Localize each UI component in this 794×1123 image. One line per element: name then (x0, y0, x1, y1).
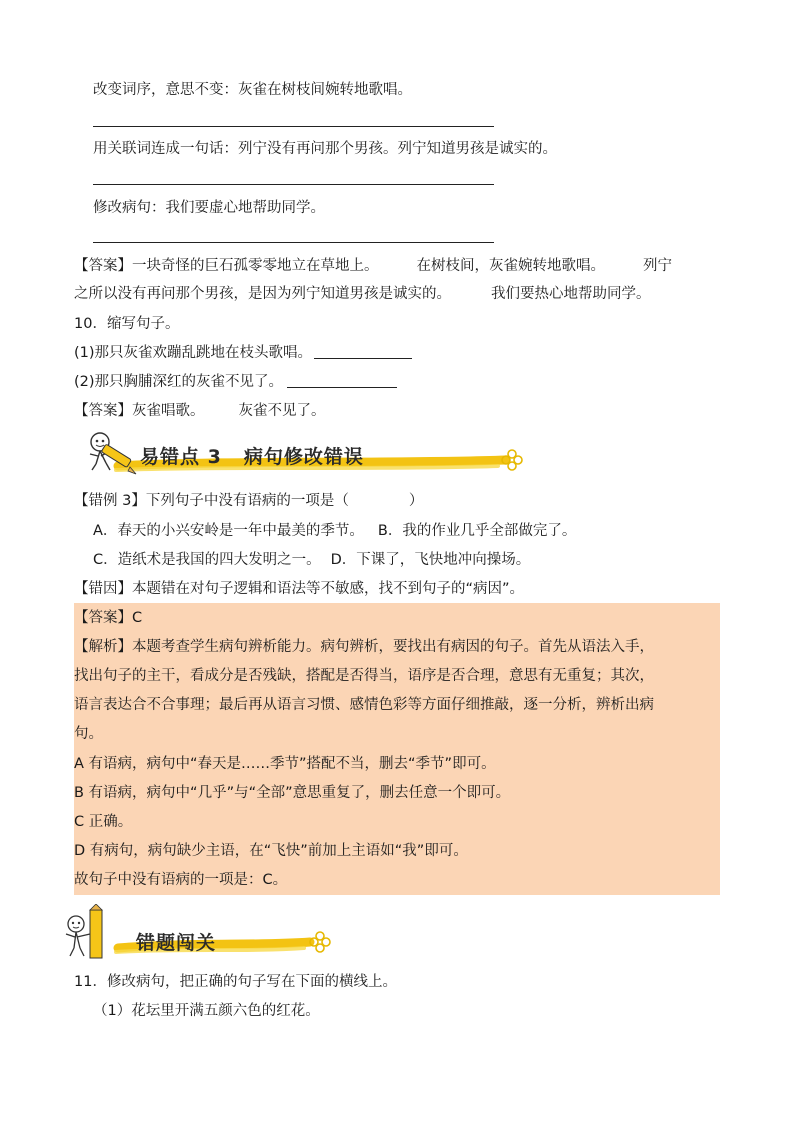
analysis-conclusion: 故句子中没有语病的一项是：C。 (74, 872, 288, 888)
answer-line-1 (93, 126, 494, 127)
question-10-item-1 (74, 343, 412, 363)
item-text: (1)那只灰雀欢蹦乱跳地在枝头歌唱。 (74, 345, 313, 361)
answer-9-part-3: 列宁 (643, 258, 672, 274)
practice-section-title: 错题闯关 (136, 932, 217, 954)
answer-9-part-1: 一块奇怪的巨石孤零零地立在草地上。 (132, 258, 379, 274)
analysis-option-c: C 正确。 (74, 814, 133, 830)
question-10-title: 10．缩写句子。 (74, 316, 180, 332)
option-c: C．造纸术是我国的四大发明之一。 (93, 552, 321, 568)
section-3-title: 病句修改错误 (243, 446, 364, 468)
blank-line (314, 344, 412, 359)
analysis-line-3: 语言表达合不合事理；最后再从语言习惯、感情色彩等方面仔细推敲，逐一分析，辨析出病 (74, 697, 654, 713)
analysis-line-4: 句。 (74, 726, 103, 742)
rewrite-question-2: 用关联词连成一句话：列宁没有再问那个男孩。列宁知道男孩是诚实的。 (93, 141, 557, 157)
rewrite-question-1: 改变词序，意思不变：灰雀在树枝间婉转地歌唱。 (93, 82, 412, 98)
analysis-tag: 【解析】 (74, 639, 132, 655)
cause-text: 本题错在对句子逻辑和语法等不敏感，找不到句子的“病因”。 (132, 581, 525, 597)
analysis-option-d: D 有病句，病句缺少主语，在“飞快”前加上主语如“我”即可。 (74, 843, 468, 859)
example-3-question (74, 491, 423, 511)
question-11-item-1: （1）花坛里开满五颜六色的红花。 (93, 1003, 320, 1019)
question-11-title: 11．修改病句，把正确的句子写在下面的横线上。 (74, 974, 397, 990)
blank-line (287, 373, 397, 388)
question-10-item-2 (74, 372, 397, 392)
answer-a: 灰雀唱歌。 (132, 403, 205, 419)
analysis-text: 本题考查学生病句辨析能力。病句辨析，要找出有病因的句子。首先从语法入手， (132, 639, 654, 655)
cause-tag: 【错因】 (74, 581, 132, 597)
answer-value: C (132, 610, 143, 626)
answer-9-part-5: 我们要热心地帮助同学。 (491, 286, 651, 302)
answer-tag: 【答案】 (74, 610, 132, 626)
rewrite-question-3: 修改病句：我们要虚心地帮助同学。 (93, 200, 325, 216)
question-text: 下列句子中没有语病的一项是（ (145, 493, 349, 509)
answer-line-2 (93, 184, 494, 185)
example-3-options-ab (93, 521, 576, 541)
example-tag: 【错例 3】 (74, 493, 146, 509)
question-10-answer (74, 401, 326, 421)
option-a: A．春天的小兴安岭是一年中最美的季节。 (93, 523, 364, 539)
analysis-answer (74, 608, 142, 628)
answer-tag: 【答案】 (74, 258, 132, 274)
option-d: D．下课了，飞快地冲向操场。 (330, 552, 531, 568)
practice-section-header (58, 904, 348, 964)
answer-9-part-2: 在树枝间，灰雀婉转地歌唱。 (416, 258, 605, 274)
analysis-line-1 (74, 637, 654, 657)
section-3-label: 易错点 3 (140, 446, 222, 468)
answer-b: 灰雀不见了。 (238, 403, 326, 419)
analysis-line-2: 找出句子的主干，看成分是否残缺，搭配是否得当，语序是否合理，意思有无重复；其次， (74, 668, 654, 684)
option-b: B．我的作业几乎全部做完了。 (377, 523, 577, 539)
answer-tag: 【答案】 (74, 403, 132, 419)
answer-9-part-4: 之所以没有再问那个男孩，是因为列宁知道男孩是诚实的。 (74, 286, 451, 302)
answer-9-line-1 (74, 256, 672, 276)
example-3-cause (74, 579, 524, 599)
answer-line-3 (93, 242, 494, 243)
analysis-option-b: B 有语病，病句中“几乎”与“全部”意思重复了，删去任意一个即可。 (74, 785, 511, 801)
answer-9-line-2 (74, 284, 651, 304)
question-close: ） (408, 493, 424, 509)
example-3-options-cd (93, 550, 530, 570)
analysis-option-a: A 有语病，病句中“春天是……季节”搭配不当，删去“季节”即可。 (74, 756, 496, 772)
item-text: (2)那只胸脯深红的灰雀不见了。 (74, 374, 284, 390)
section-3-header (78, 430, 528, 478)
